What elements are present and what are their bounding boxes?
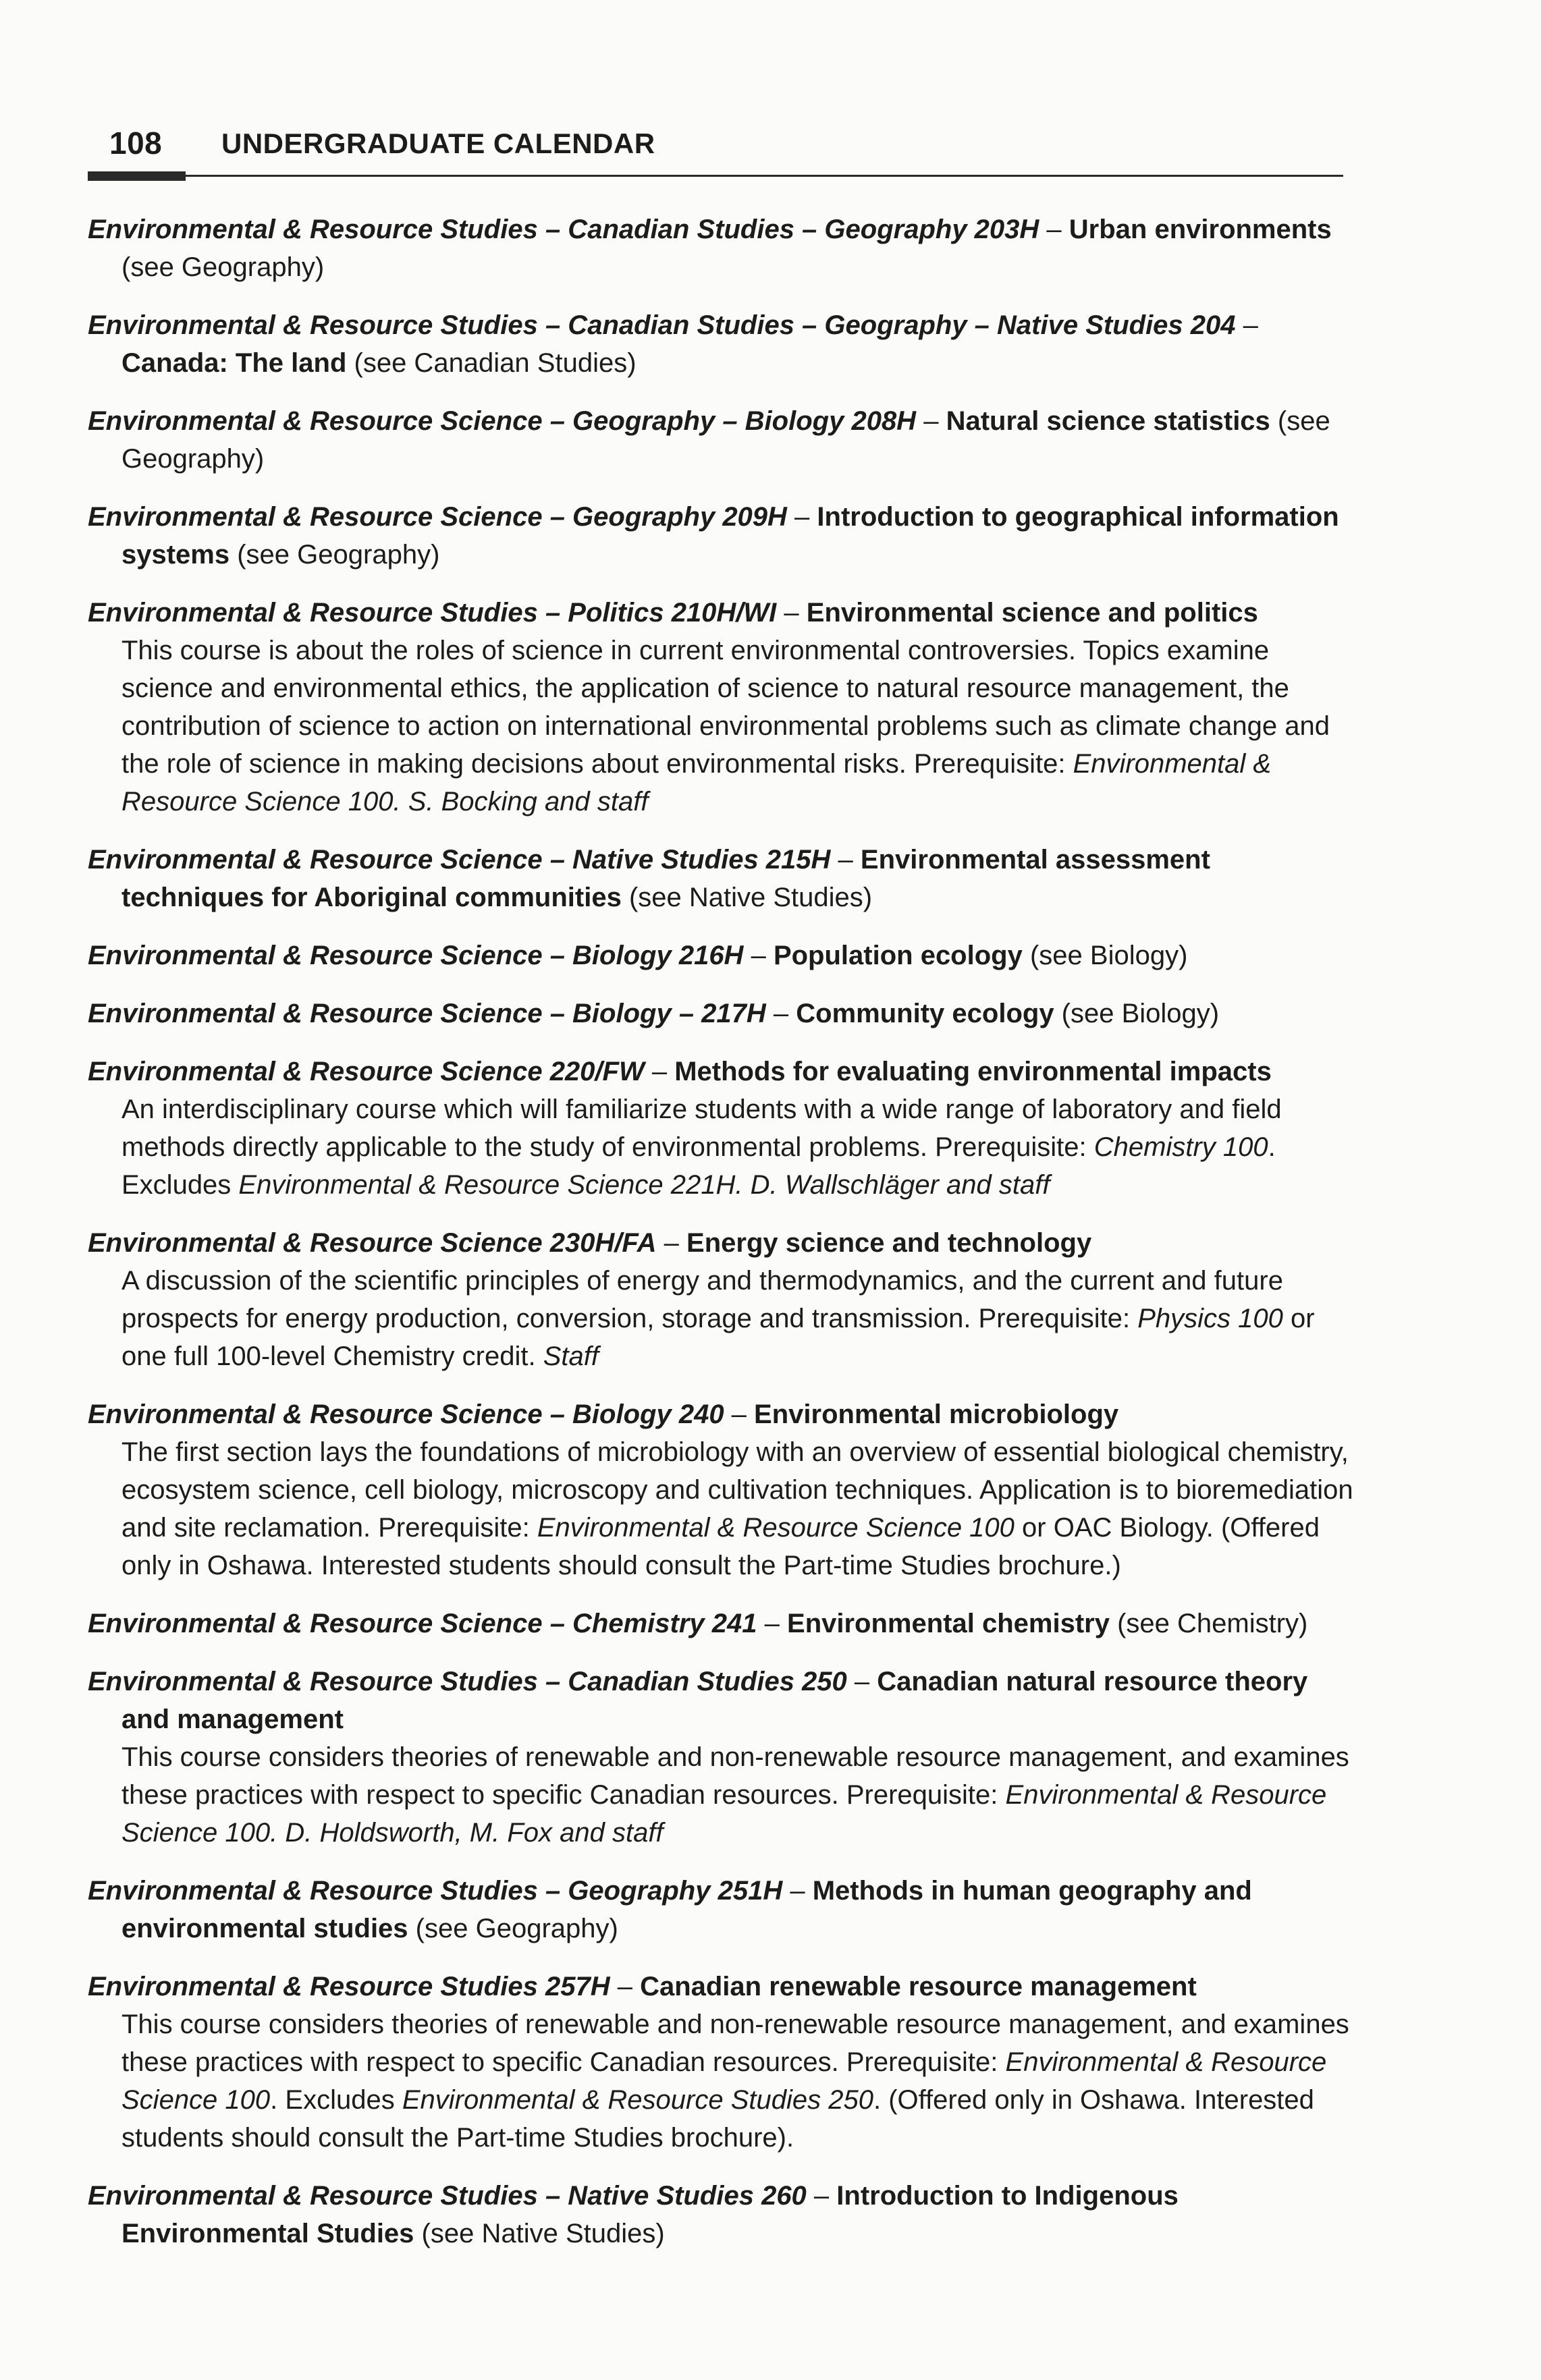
course-entry (88, 1968, 1357, 2157)
description-text: or one full 100-level Chemistry credit. (121, 1304, 1315, 1371)
course-title: Urban environments (1069, 215, 1332, 244)
course-heading (88, 1605, 1357, 1642)
course-heading (88, 306, 1357, 382)
course-code: Environmental & Resource Science – Chemistry 241 (88, 1609, 757, 1638)
description-text: This course considers theories of renewable and non-renewable resource management, and examines these practices with respect to specific Canadian resources. Prerequisite: (121, 1742, 1349, 1810)
cross-reference: (see Biology) (1022, 941, 1188, 970)
course-description (88, 1738, 1357, 1852)
course-entry (88, 1663, 1357, 1852)
course-title: Introduction to geographical information systems (121, 502, 1339, 570)
description-text: . (Offered only in Oshawa. Interested students should consult the Part-time Studies brochure). (121, 2085, 1314, 2153)
course-entry (88, 995, 1357, 1032)
course-heading (88, 594, 1357, 632)
course-description (88, 2005, 1357, 2157)
description-italic: Environmental & Resource Science 100 (121, 2047, 1327, 2115)
course-heading (88, 2177, 1357, 2252)
page-number: 108 (109, 126, 163, 161)
course-separator: – (846, 1667, 877, 1696)
course-entry (88, 402, 1357, 478)
course-description (88, 632, 1357, 821)
cross-reference: (see Chemistry) (1109, 1609, 1308, 1638)
course-heading (88, 841, 1357, 916)
course-description (88, 1262, 1357, 1375)
course-separator: – (610, 1972, 641, 2001)
course-entry (88, 1872, 1357, 1947)
course-separator: – (644, 1057, 675, 1086)
course-code: Environmental & Resource Science – Geography – Biology 208H (88, 406, 917, 436)
course-title: Environmental chemistry (787, 1609, 1110, 1638)
course-separator: – (724, 1400, 755, 1429)
course-heading (88, 1968, 1357, 2005)
description-italic: Staff (543, 1341, 599, 1371)
course-heading (88, 1395, 1357, 1433)
course-separator: – (786, 502, 817, 532)
description-italic: Environmental & Resource Science 221H. D. Wallschläger and staff (238, 1170, 1050, 1200)
course-code: Environmental & Resource Science 220/FW (88, 1057, 645, 1086)
course-code: Environmental & Resource Studies – Canadian Studies 250 (88, 1667, 847, 1696)
course-separator: – (916, 406, 946, 436)
description-text: or OAC Biology. (Offered only in Oshawa. Interested students should consult the Part-time Studies brochure.) (121, 1513, 1320, 1580)
course-separator: – (765, 999, 796, 1028)
course-entry (88, 2177, 1357, 2252)
course-separator: – (757, 1609, 788, 1638)
course-code: Environmental & Resource Science – Native Studies 215H (88, 845, 831, 875)
header-rule-accent (88, 171, 186, 181)
description-text: An interdisciplinary course which will familiarize students with a wide range of laboratory and field methods directly applicable to the study of environmental problems. Prerequisite: (121, 1095, 1282, 1162)
course-entry (88, 1053, 1357, 1204)
cross-reference: (see Canadian Studies) (346, 348, 637, 378)
page-header (88, 118, 1343, 186)
course-title: Community ecology (796, 999, 1054, 1028)
header-rule (88, 175, 1343, 177)
course-code: Environmental & Resource Studies – Native Studies 260 (88, 2181, 807, 2211)
course-code: Environmental & Resource Science – Biology – 217H (88, 999, 766, 1028)
course-code: Environmental & Resource Studies – Canadian Studies – Geography 203H (88, 215, 1039, 244)
course-entry (88, 211, 1357, 286)
cross-reference: (see Native Studies) (414, 2219, 665, 2248)
course-title: Introduction to Indigenous Environmental Studies (121, 2181, 1179, 2248)
running-title: UNDERGRADUATE CALENDAR (221, 128, 655, 159)
description-text: This course is about the roles of science in current environmental controversies. Topics examine science and environmental ethics, the application of science to natural resource management, the contribution of science to action on international environmental problems such as climate change and the role of science in making decisions about environmental risks. Prerequisite: (121, 636, 1330, 779)
description-text: A discussion of the scientific principles of energy and thermodynamics, and the current and future prospects for energy production, conversion, storage and transmission. Prerequisite: (121, 1266, 1283, 1333)
course-heading (88, 1663, 1357, 1738)
cross-reference: (see Native Studies) (621, 883, 873, 912)
course-code: Environmental & Resource Science 230H/FA (88, 1228, 657, 1258)
course-separator: – (806, 2181, 837, 2211)
description-italic: Environmental & Resource Science 100 (537, 1513, 1015, 1543)
course-separator: – (830, 845, 861, 875)
course-separator: – (1039, 215, 1069, 244)
course-entry (88, 594, 1357, 821)
course-heading (88, 1872, 1357, 1947)
course-separator: – (743, 941, 774, 970)
description-italic: Physics 100 (1137, 1304, 1283, 1333)
cross-reference: (see Geography) (408, 1914, 618, 1943)
course-heading (88, 498, 1357, 574)
course-code: Environmental & Resource Studies – Geography 251H (88, 1876, 783, 1906)
course-title: Environmental assessment techniques for Aboriginal communities (121, 845, 1210, 912)
course-heading (88, 402, 1357, 478)
cross-reference: (see Geography) (121, 252, 325, 282)
course-description (88, 1090, 1357, 1204)
course-title: Methods in human geography and environmental studies (121, 1876, 1252, 1943)
course-title: Environmental science and politics (806, 598, 1258, 628)
course-heading (88, 211, 1357, 286)
course-heading (88, 1224, 1357, 1262)
course-code: Environmental & Resource Studies – Canadian Studies – Geography – Native Studies 204 (88, 310, 1236, 340)
course-title: Environmental microbiology (754, 1400, 1119, 1429)
course-entry (88, 841, 1357, 916)
course-code: Environmental & Resource Science – Biology 240 (88, 1400, 724, 1429)
course-entry (88, 498, 1357, 574)
course-title: Canadian natural resource theory and management (121, 1667, 1308, 1734)
course-title: Canada: The land (121, 348, 347, 378)
course-entry (88, 306, 1357, 382)
course-code: Environmental & Resource Studies – Politics 210H/WI (88, 598, 777, 628)
description-text: . Excludes (270, 2085, 402, 2115)
course-title: Canadian renewable resource management (640, 1972, 1197, 2001)
description-italic: Environmental & Resource Studies 250 (402, 2085, 873, 2115)
description-italic: Environmental & Resource Science 100. D. Holdsworth, M. Fox and staff (121, 1780, 1327, 1848)
course-title: Natural science statistics (946, 406, 1270, 436)
course-separator: – (776, 598, 807, 628)
course-entry (88, 1224, 1357, 1375)
cross-reference: (see Geography) (121, 406, 1330, 474)
description-text: This course considers theories of renewable and non-renewable resource management, and examines these practices with respect to specific Canadian resources. Prerequisite: (121, 2010, 1349, 2077)
course-code: Environmental & Resource Science – Geography 209H (88, 502, 787, 532)
course-heading (88, 937, 1357, 974)
description-italic: Chemistry 100 (1093, 1132, 1268, 1162)
course-entry (88, 937, 1357, 974)
description-italic: Environmental & Resource Science 100. S. Bocking and staff (121, 749, 1272, 817)
course-code: Environmental & Resource Studies 257H (88, 1972, 610, 2001)
course-title: Population ecology (773, 941, 1023, 970)
course-entry (88, 1605, 1357, 1642)
course-separator: – (656, 1228, 687, 1258)
course-separator: – (782, 1876, 813, 1906)
course-title: Methods for evaluating environmental impacts (674, 1057, 1272, 1086)
course-heading (88, 995, 1357, 1032)
course-heading (88, 1053, 1357, 1090)
cross-reference: (see Geography) (229, 540, 440, 570)
course-entry (88, 1395, 1357, 1584)
description-text: The first section lays the foundations of microbiology with an overview of essential biological chemistry, ecosystem science, cell biology, microscopy and cultivation techniques. Application is to bioremediation and site reclamation. Prerequisite: (121, 1437, 1353, 1543)
cross-reference: (see Biology) (1054, 999, 1220, 1028)
course-title: Energy science and technology (686, 1228, 1092, 1258)
description-text: . Excludes (121, 1132, 1276, 1200)
course-list (88, 211, 1357, 2273)
course-description (88, 1433, 1357, 1584)
course-separator: – (1235, 310, 1258, 340)
course-code: Environmental & Resource Science – Biology 216H (88, 941, 744, 970)
